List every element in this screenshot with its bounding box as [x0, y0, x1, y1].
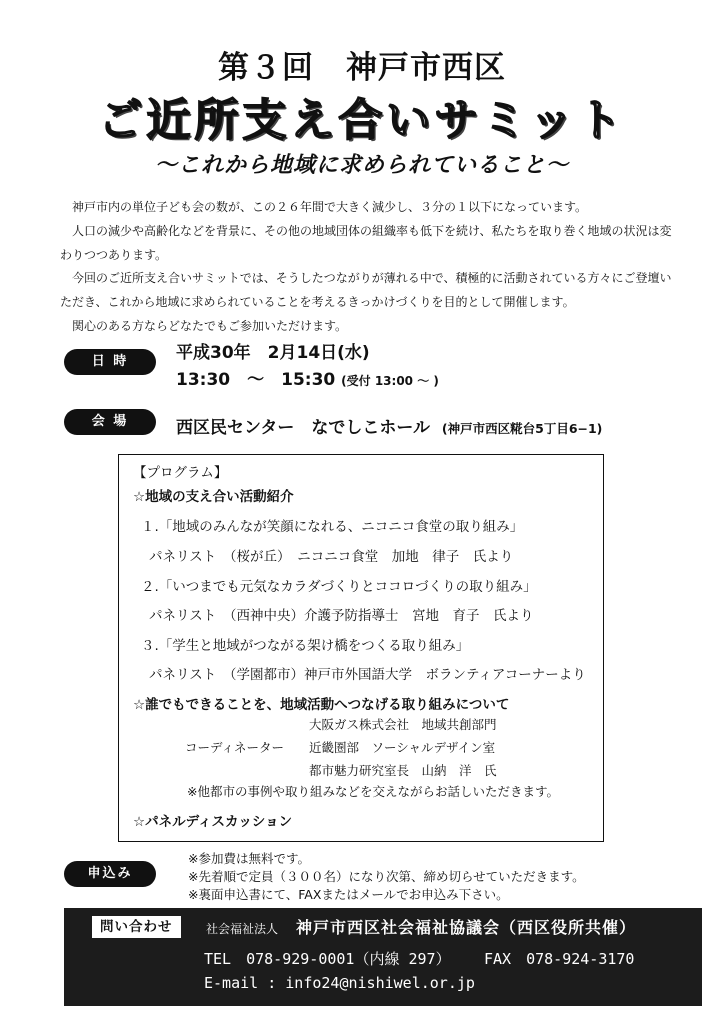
event-subtitle: 〜これから地域に求められていること〜: [154, 153, 569, 178]
program-section-1: ☆地域の支え合い活動紹介: [133, 489, 294, 505]
program-item-3: ３.「学生と地域がつながる架け橋をつくる取り組み」: [141, 638, 470, 654]
program-item-1: １.「地域のみんなが笑顔になれる、ニコニコ食堂の取り組み」: [141, 519, 524, 535]
program-panelist-2: パネリスト （西神中央）介護予防指導士 宮地 育子 氏より: [149, 608, 534, 624]
venue-row: [176, 413, 602, 438]
datetime-label: 日 時: [64, 349, 156, 375]
event-number-title: 第３回 神戸市西区: [218, 50, 506, 86]
program-section-2: ☆誰でもできることを、地域活動へつなげる取り組みについて: [133, 697, 510, 713]
intro-paragraph-3: 今回のご近所支え合いサミットでは、そうしたつながりが薄れる中で、積極的に活動されている方々にご登壇いただき、これから地域に求められていることを考えるきっかけづくりを目的として開催します。: [60, 271, 672, 310]
intro-paragraph-1: 神戸市内の単位子ども会の数が、この２６年間で大きく減少し、３分の１以下になっています。: [72, 200, 588, 214]
contact-email: E-mail : info24@nishiwel.or.jp: [204, 974, 475, 992]
program-heading: 【プログラム】: [133, 465, 228, 481]
apply-note-3: ※裏面申込書にて、FAXまたはメールでお申込み下さい。: [188, 887, 509, 902]
coordinator-label: コーディネーター: [185, 740, 285, 755]
coordinator-note: ※他都市の事例や取り組みなどを交えながらお話しいただきます。: [187, 784, 559, 799]
venue-name: 西区民センター なでしこホール: [176, 418, 430, 438]
event-date: 平成30年 2月14日(水): [176, 343, 370, 363]
coordinator-name: 都市魅力研究室長 山納 洋 氏: [309, 763, 497, 778]
apply-notes: [188, 850, 585, 904]
organization-name: 神戸市西区社会福祉協議会（西区役所共催）: [296, 918, 637, 937]
reception-time: (受付 13:00 〜 ): [341, 374, 439, 388]
contact-tel: TEL 078-929-0001（内線 297）: [204, 950, 451, 968]
program-section-3: ☆パネルディスカッション: [133, 814, 293, 830]
event-time-row: [176, 365, 439, 390]
contact-label: 問い合わせ: [92, 916, 181, 938]
coordinator-department: 近畿圏部 ソーシャルデザイン室: [309, 740, 496, 755]
venue-address: (神戸市西区糀台5丁目6−1): [441, 421, 603, 436]
apply-note-2: ※先着順で定員（３００名）になり次第、締め切らせていただきます。: [188, 869, 585, 884]
program-item-2: ２.「いつまでも元気なカラダづくりとココロづくりの取り組み」: [141, 579, 537, 595]
intro-paragraph-2: 人口の減少や高齢化などを背景に、その他の地域団体の組織率も低下を続け、私たちを取り巻く地域の状況は変わりつつあります。: [60, 223, 672, 262]
apply-label: 申込み: [64, 861, 156, 887]
venue-label: 会 場: [64, 409, 156, 435]
event-time: 13:30 〜 15:30: [176, 370, 336, 390]
program-box: [118, 454, 604, 842]
coordinator-organization: 大阪ガス株式会社 地域共創部門: [309, 717, 497, 732]
contact-fax: FAX 078-924-3170: [484, 950, 635, 968]
intro-text: [60, 196, 680, 339]
intro-paragraph-4: 関心のある方ならどなたでもご参加いただけます。: [72, 318, 348, 333]
program-panelist-1: パネリスト （桜が丘） ニコニコ食堂 加地 律子 氏より: [149, 549, 514, 565]
program-panelist-3: パネリスト （学園都市）神戸市外国語大学 ボランティアコーナーより: [149, 667, 586, 683]
apply-note-1: ※参加費は無料です。: [188, 851, 310, 866]
event-main-title: ご近所支え合いサミット: [98, 95, 626, 146]
contact-footer: [64, 908, 702, 1006]
corporation-type: 社会福祉法人: [206, 922, 279, 936]
